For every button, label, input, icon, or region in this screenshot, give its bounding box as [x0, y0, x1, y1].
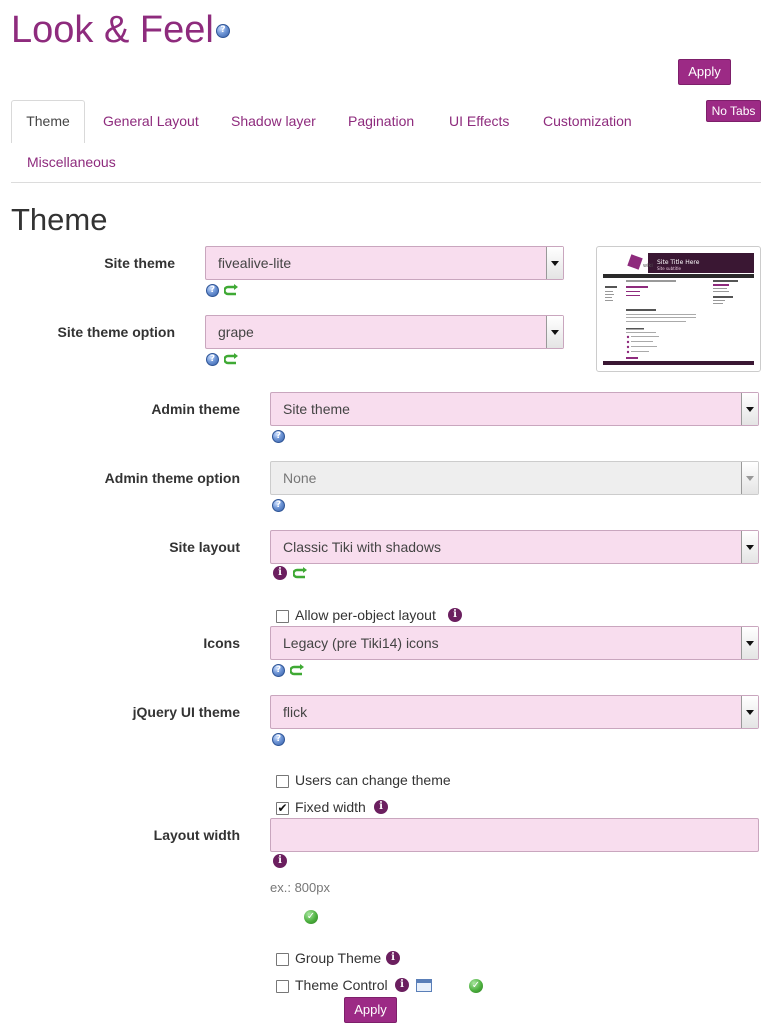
admin-theme-select[interactable]: [270, 392, 759, 426]
group-theme-label: Group Theme: [295, 950, 382, 966]
section-title: Theme: [11, 202, 108, 237]
admin-theme-value: Site theme: [283, 401, 350, 417]
icons-label: Icons: [203, 635, 240, 651]
help-icon[interactable]: ?: [272, 430, 285, 443]
group-theme-checkbox[interactable]: [276, 953, 289, 966]
tab-shadow-layer[interactable]: Shadow layer: [231, 113, 316, 129]
help-icon[interactable]: ?: [272, 733, 285, 746]
preview-logo-text: wiki: [643, 263, 653, 269]
tab-general-layout[interactable]: General Layout: [103, 113, 199, 129]
revert-icon[interactable]: [224, 353, 239, 366]
jquery-ui-theme-value: flick: [283, 704, 308, 720]
preview-subtitle: Site subtitle: [657, 266, 681, 271]
site-theme-label: Site theme: [104, 255, 175, 271]
tab-ui-effects[interactable]: UI Effects: [449, 113, 510, 129]
fixed-width-label: Fixed width: [295, 799, 366, 815]
chevron-down-icon: [741, 531, 758, 563]
help-icon[interactable]: ?: [216, 24, 230, 38]
chevron-down-icon: [741, 627, 758, 659]
site-layout-value: Classic Tiki with shadows: [283, 539, 441, 555]
users-can-change-theme-label: Users can change theme: [295, 772, 451, 788]
theme-control-checkbox[interactable]: [276, 980, 289, 993]
chevron-down-icon: [741, 462, 758, 494]
help-icon[interactable]: ?: [272, 664, 285, 677]
users-can-change-theme-checkbox[interactable]: [276, 775, 289, 788]
layout-width-label: Layout width: [153, 827, 240, 843]
site-theme-option-value: grape: [218, 324, 254, 340]
info-icon[interactable]: i: [395, 978, 409, 992]
apply-button[interactable]: Apply: [678, 59, 731, 85]
page-title: Look & Feel: [11, 9, 214, 51]
chevron-down-icon: [741, 393, 758, 425]
site-theme-option-label: Site theme option: [57, 324, 175, 340]
admin-theme-option-select: [270, 461, 759, 495]
site-theme-value: fivealive-lite: [218, 255, 292, 271]
theme-control-label: Theme Control: [295, 977, 388, 993]
chevron-down-icon: [546, 316, 563, 348]
info-icon[interactable]: i: [273, 566, 287, 580]
site-layout-select[interactable]: [270, 530, 759, 564]
allow-per-object-layout-label: Allow per-object layout: [295, 607, 436, 623]
help-icon[interactable]: ?: [206, 353, 219, 366]
revert-icon[interactable]: [290, 664, 305, 677]
jquery-ui-theme-select[interactable]: [270, 695, 759, 729]
jquery-ui-theme-label: jQuery UI theme: [132, 704, 240, 720]
chevron-down-icon: [546, 247, 563, 279]
site-theme-option-select[interactable]: [205, 315, 564, 349]
preview-site-title: Site Title Here: [657, 259, 700, 266]
help-icon[interactable]: ?: [206, 284, 219, 297]
apply-bottom-button[interactable]: Apply: [344, 997, 397, 1023]
admin-theme-option-value: None: [283, 470, 317, 486]
chevron-down-icon: [741, 696, 758, 728]
fixed-width-checkbox[interactable]: ✔: [277, 801, 288, 815]
site-theme-select[interactable]: [205, 246, 564, 280]
calendar-icon[interactable]: [416, 979, 432, 992]
icons-select[interactable]: [270, 626, 759, 660]
help-icon[interactable]: ?: [272, 499, 285, 512]
revert-icon[interactable]: [224, 284, 239, 297]
info-icon[interactable]: i: [374, 800, 388, 814]
no-tabs-button[interactable]: No Tabs: [706, 100, 761, 122]
tab-customization[interactable]: Customization: [543, 113, 632, 129]
tab-pagination[interactable]: Pagination: [348, 113, 415, 129]
ok-icon: ✓: [304, 910, 318, 924]
tab-miscellaneous[interactable]: Miscellaneous: [27, 154, 116, 170]
tab-theme[interactable]: Theme: [11, 100, 85, 143]
info-icon[interactable]: i: [448, 608, 462, 622]
info-icon[interactable]: i: [273, 854, 287, 868]
admin-theme-label: Admin theme: [151, 401, 240, 417]
layout-width-input[interactable]: [270, 818, 759, 852]
info-icon[interactable]: i: [386, 951, 400, 965]
layout-width-hint: ex.: 800px: [270, 880, 330, 895]
theme-preview-image: [596, 246, 761, 372]
icons-value: Legacy (pre Tiki14) icons: [283, 635, 439, 651]
allow-per-object-layout-checkbox[interactable]: [276, 610, 289, 623]
ok-icon: ✓: [469, 979, 483, 993]
tabs-divider: [11, 182, 761, 183]
admin-theme-option-label: Admin theme option: [104, 470, 240, 486]
revert-icon[interactable]: [293, 567, 308, 580]
site-layout-label: Site layout: [169, 539, 240, 555]
